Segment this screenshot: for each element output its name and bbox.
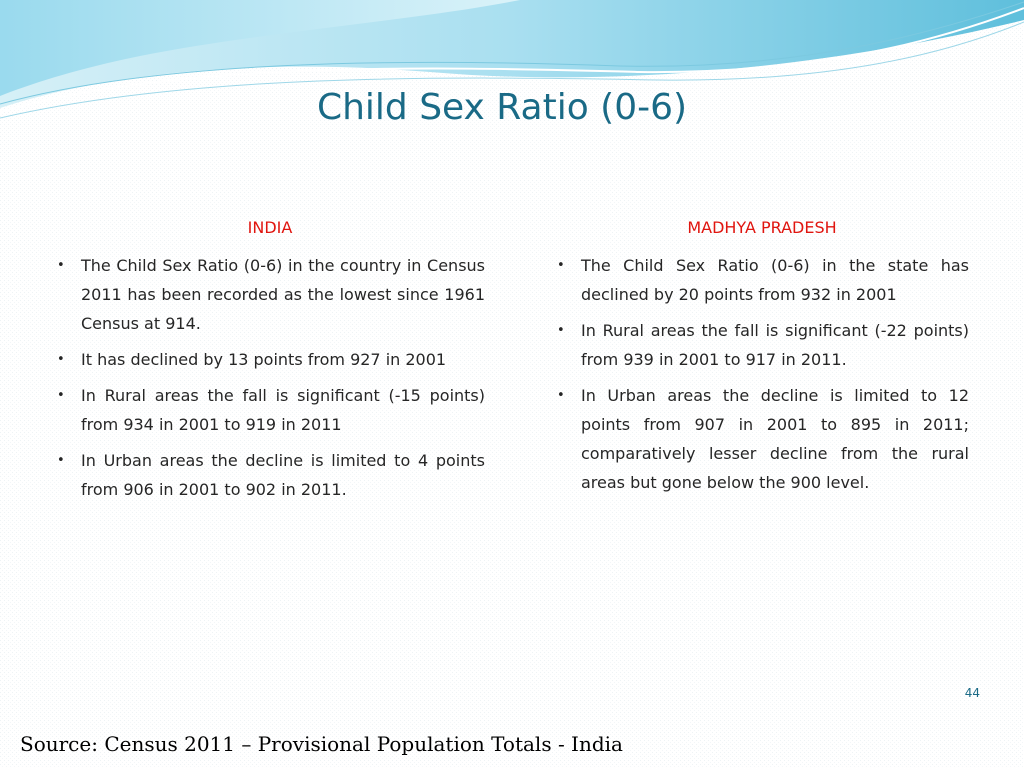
india-bullet-item	[55, 251, 485, 338]
bullet-icon: •	[557, 388, 565, 403]
slide-title: Child Sex Ratio (0-6)	[316, 87, 688, 128]
india-bullet-item	[55, 381, 485, 439]
india-bullet-list	[55, 251, 485, 504]
page-number: 44	[964, 686, 980, 700]
india-column	[55, 215, 485, 511]
india-heading: INDIA	[247, 218, 293, 237]
mp-bullet-item	[555, 316, 969, 374]
bullet-icon: •	[57, 388, 65, 403]
bullet-icon: •	[57, 258, 65, 273]
india-bullet-item	[55, 345, 485, 374]
mp-bullet-item	[555, 251, 969, 309]
mp-bullet-text: In Urban areas the decline is limited to 12 points from 907 in 2001 to 895 in 2011; comparatively lesser decline from the rural areas but gone below the 900 level.	[581, 386, 969, 492]
bullet-icon: •	[557, 323, 565, 338]
mp-bullet-text: In Rural areas the fall is significant (-22 points) from 939 in 2001 to 917 in 2011.	[581, 321, 969, 369]
madhya-pradesh-heading: MADHYA PRADESH	[687, 218, 837, 237]
india-bullet-text: It has declined by 13 points from 927 in 2001	[81, 350, 447, 369]
mp-bullet-item	[555, 381, 969, 497]
bullet-icon: •	[557, 258, 565, 273]
bullet-icon: •	[57, 352, 65, 367]
madhya-pradesh-column	[555, 215, 969, 504]
mp-bullet-text: The Child Sex Ratio (0-6) in the state has declined by 20 points from 932 in 2001	[581, 256, 969, 304]
madhya-pradesh-bullet-list	[555, 251, 969, 497]
bullet-icon: •	[57, 453, 65, 468]
india-bullet-text: In Rural areas the fall is significant (-15 points) from 934 in 2001 to 919 in 2011	[81, 386, 485, 434]
india-bullet-text: In Urban areas the decline is limited to 4 points from 906 in 2001 to 902 in 2011.	[81, 451, 485, 499]
india-bullet-text: The Child Sex Ratio (0-6) in the country in Census 2011 has been recorded as the lowest since 1961 Census at 914.	[81, 256, 485, 333]
india-bullet-item	[55, 446, 485, 504]
source-citation: Source: Census 2011 – Provisional Population Totals - India	[20, 732, 623, 756]
